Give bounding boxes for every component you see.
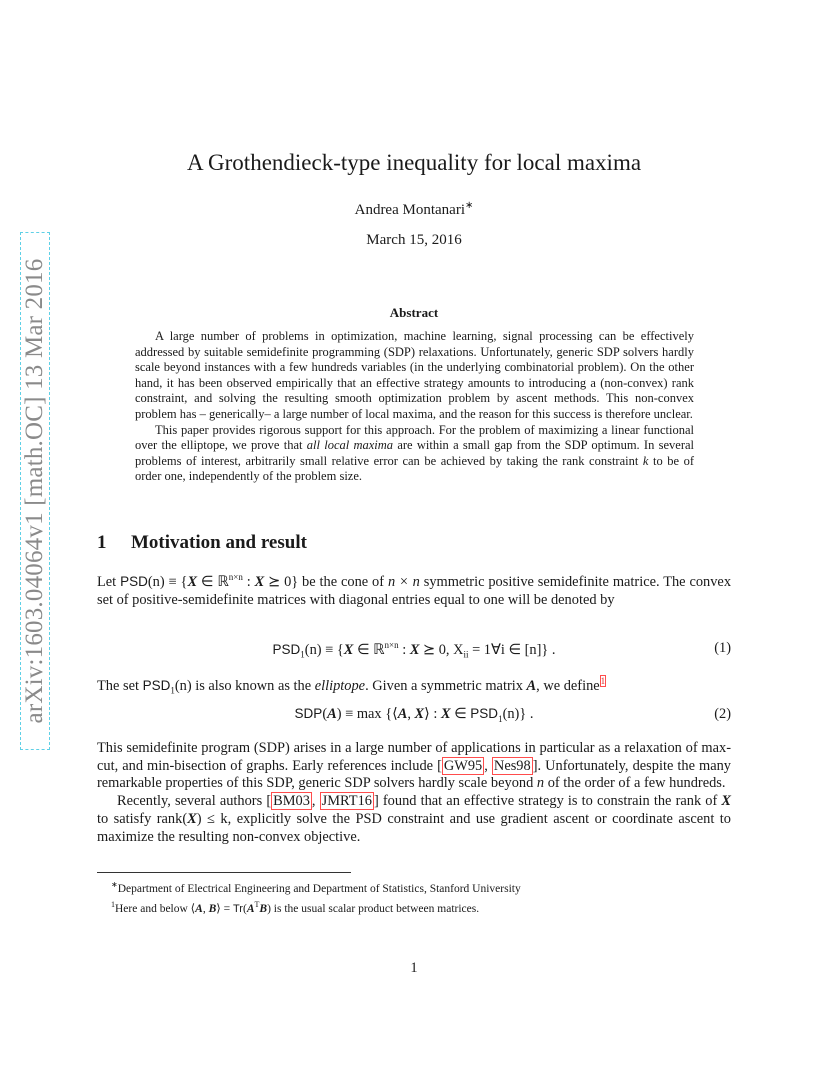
math-sup: n×n (384, 640, 399, 650)
math-B: B (208, 902, 217, 915)
paragraph-1 (97, 569, 731, 609)
section-heading (97, 532, 307, 554)
abstract-emphasis: all local maxima (306, 438, 394, 453)
equation-1-math (97, 640, 731, 660)
math-transpose: T (254, 899, 260, 909)
text: (n) is also known as the (174, 677, 315, 694)
math-X: X (440, 706, 451, 722)
footnote-mark: ∗ (111, 880, 118, 889)
math: ⪰ 0, X (419, 641, 464, 658)
text: , we define (536, 677, 600, 694)
section-title: Motivation and result (131, 532, 307, 553)
paragraph-4-text (97, 793, 731, 846)
paragraph-2-text (97, 673, 731, 700)
text: ]. Unfortunately, despite the many remarkable properties of this SDP, generic SDP solvers hardly scale beyond (97, 757, 731, 792)
math-A: A (397, 706, 408, 722)
footnote-2 (111, 897, 734, 917)
paragraph-2 (97, 673, 731, 700)
footnote-1 (111, 877, 734, 897)
text: This semidefinite program (SDP) arises in a large number of applications in particular as a relaxation of max-cut, and min-bisection of graphs. Early references include [ (97, 740, 731, 774)
text: , (311, 793, 320, 810)
arxiv-id: arXiv:1603.04064v1 [math.OC] 13 Mar 2016 (21, 258, 48, 724)
citation-link[interactable]: GW95 (443, 757, 483, 774)
abstract-body (135, 329, 694, 485)
abstract-text: to be of order one, independently of the problem size. (135, 453, 694, 484)
equation-1 (97, 640, 731, 660)
math-psd: PSD (120, 573, 148, 589)
text: (n) ≡ { (147, 573, 188, 590)
text: of the order of a few hundreds. (544, 775, 726, 792)
equation-2-math (97, 706, 731, 724)
math-X: X (414, 706, 425, 722)
text: symmetric positive semidefinite matrice. The convex set of positive-semidefinite matrices with diagonal entries equal to one will be denoted by (97, 573, 732, 608)
citation-link[interactable]: JMRT16 (321, 793, 372, 810)
text: Recently, several authors [ (117, 793, 272, 810)
text: Let (97, 573, 121, 590)
footnote-link[interactable]: 1 (600, 676, 606, 686)
footnote-text: ( (242, 902, 247, 915)
math-X: X (187, 573, 198, 590)
footnote-text: Department of Electrical Engineering and Department of Statistics, Stanford University (117, 882, 521, 895)
text: . Given a symmetric matrix (365, 677, 527, 694)
author-name: Andrea Montanari (354, 202, 465, 218)
math-sub: 1 (498, 713, 503, 724)
math-X: X (343, 641, 354, 658)
text: The set (97, 677, 143, 694)
section-number: 1 (97, 532, 107, 553)
abstract-heading: Abstract (389, 305, 439, 320)
math: ∈ (450, 706, 471, 722)
paragraph-1-text (97, 569, 731, 609)
equation-2-number: (2) (714, 706, 731, 722)
footnote-mark: 1 (111, 899, 115, 909)
math: ( (322, 706, 328, 722)
math-X: X (409, 641, 420, 658)
math: = 1∀i ∈ [n]} . (468, 641, 556, 658)
text: , (484, 757, 492, 774)
text: ∈ ℝ (197, 573, 229, 590)
math-A: A (246, 902, 255, 915)
math-sub: 1 (300, 649, 305, 660)
emphasis: elliptope (314, 677, 366, 694)
paragraph-3-text (97, 740, 731, 793)
math-psd: PSD (142, 677, 171, 693)
math-nxn: n × n (387, 573, 420, 590)
paragraph-3 (97, 740, 731, 846)
equation-1-number: (1) (714, 640, 731, 656)
text: ] found that an effective strategy is to constrain the rank of (373, 793, 722, 810)
text: to satisfy rank( (97, 810, 188, 827)
author-footnote-mark: ∗ (465, 200, 474, 211)
abstract-paragraph-1: A large number of problems in optimization, machine learning, signal processing can be effectively addressed by suitable semidefinite programming (SDP) relaxations. Unfortunately, generic SDP solvers hardly scale beyond instances with a few hundreds variables (in the underlying combinatorial problem). On the other hand, it has been observed empirically that an effective strategy amounts to introducing a (non-convex) rank constraint, and solving the resulting smooth optimization problem by ascent methods. This non-convex problem has – generically– a large number of local maxima, and the reason for this success is therefore unclear. (135, 329, 694, 421)
footnote-rule (97, 872, 351, 873)
equation-2 (97, 706, 731, 724)
footnote-text: ) is the usual scalar product between matrices. (267, 902, 480, 915)
math-A: A (327, 706, 337, 722)
paper-author (0, 200, 828, 219)
math-X: X (187, 810, 197, 827)
math-A: A (195, 902, 203, 915)
text: ) ≤ k, explicitly solve the PSD constraint and use gradient ascent or coordinate ascent to maximize the resulting non-convex objective. (97, 810, 731, 845)
math: : (398, 641, 410, 658)
abstract-paragraph-2 (135, 423, 694, 485)
paper-title: A Grothendieck-type inequality for local maxima (186, 150, 642, 175)
citation-link[interactable]: Nes98 (493, 757, 531, 774)
math-X: X (254, 573, 265, 590)
math-B: B (259, 902, 268, 915)
footnote-text: , (202, 902, 209, 915)
math-sdp: SDP (294, 706, 323, 721)
math-sub: ii (463, 649, 469, 660)
footnote-text: Here and below ⟨ (115, 902, 196, 915)
page-number: 1 (410, 960, 418, 976)
footnotes (111, 877, 734, 917)
math-psd: PSD (272, 641, 301, 657)
abstract-text: are within a small gap from the SDP optimum. In several problems of interest, arbitrarily small relative error can be achieved by taking the rank constraint (135, 438, 695, 468)
footnote-text: ⟩ = (216, 902, 233, 915)
math: ⟩ : (424, 706, 441, 722)
citation-link[interactable]: BM03 (273, 793, 310, 810)
math: ∈ ℝ (353, 641, 385, 658)
math: , (407, 706, 415, 722)
text: ⪰ 0} be the cone of (264, 573, 388, 590)
paper-date: March 15, 2016 (366, 232, 462, 248)
math-n: n (536, 775, 545, 792)
text: : (242, 573, 255, 590)
math-tr: Tr (233, 902, 243, 915)
math-A: A (526, 677, 537, 694)
math-psd: PSD (470, 706, 499, 721)
math-sup: n×n (228, 572, 243, 582)
math-X: X (721, 793, 731, 810)
math: (n) ≡ { (304, 641, 344, 658)
math-sub: 1 (170, 685, 175, 696)
abstract-text: This paper provides rigorous support for this approach. For the problem of maximizing a linear functional over the elliptope, we prove that (135, 422, 694, 453)
math: ) ≡ max {⟨ (336, 706, 398, 722)
math-k: k (642, 453, 649, 468)
math: (n)} . (502, 706, 534, 722)
